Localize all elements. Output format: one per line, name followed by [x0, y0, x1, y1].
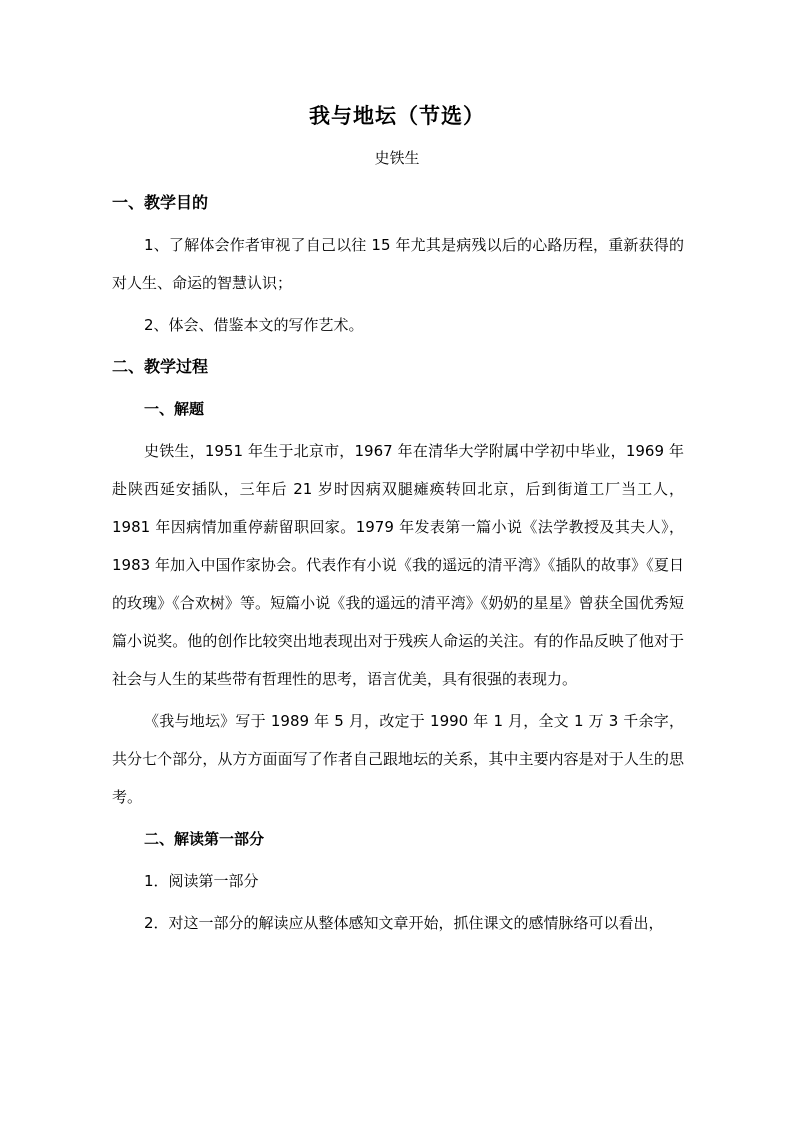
paragraph-goal-1: 1、了解体会作者审视了自己以往 15 年尤其是病残以后的心路历程，重新获得的对人生、命运的智慧认识； — [112, 236, 684, 292]
paragraph-goal-2: 2、体会、借鉴本文的写作艺术。 — [144, 316, 364, 334]
paragraph-work-intro: 《我与地坛》写于 1989 年 5 月，改定于 1990 年 1 月，全文 1 万 3 千余字，共分七个部分，从方方面面写了作者自己跟地坛的关系，其中主要内容是对于人生的思考。 — [112, 712, 684, 806]
subheading-part-one-reading: 二、解读第一部分 — [144, 830, 265, 848]
paragraph-step-1: 1．阅读第一部分 — [144, 872, 259, 890]
section-heading-teaching-goals: 一、教学目的 — [112, 193, 209, 212]
paragraph-step-2: 2．对这一部分的解读应从整体感知文章开始，抓住课文的感情脉络可以看出， — [144, 914, 664, 932]
document-title: 我与地坛（节选） — [309, 103, 485, 128]
subheading-title-explanation: 一、解题 — [144, 400, 205, 418]
section-heading-teaching-process: 二、教学过程 — [112, 357, 209, 376]
document-body — [112, 184, 684, 942]
author-name: 史铁生 — [374, 149, 420, 167]
paragraph-author-bio: 史铁生，1951 年生于北京市，1967 年在清华大学附属中学初中毕业，1969 年赴陕西延安插队，三年后 21 岁时因病双腿瘫痪转回北京，后到街道工厂当工人，1981 年因病情加重停薪留职回家。1979 年发表第一篇小说《法学教授及其夫人》，1983 年加入中国作家协会。代表作有小说《我的遥远的清平湾》《插队的故事》《夏日的玫瑰》《合欢树》等。短篇小说《我的遥远的清平湾》《奶奶的星星》曾获全国优秀短篇小说奖。他的创作比较突出地表现出对于残疾人命运的关注。有的作品反映了他对于社会与人生的某些带有哲理性的思考，语言优美，具有很强的表现力。 — [112, 442, 684, 688]
